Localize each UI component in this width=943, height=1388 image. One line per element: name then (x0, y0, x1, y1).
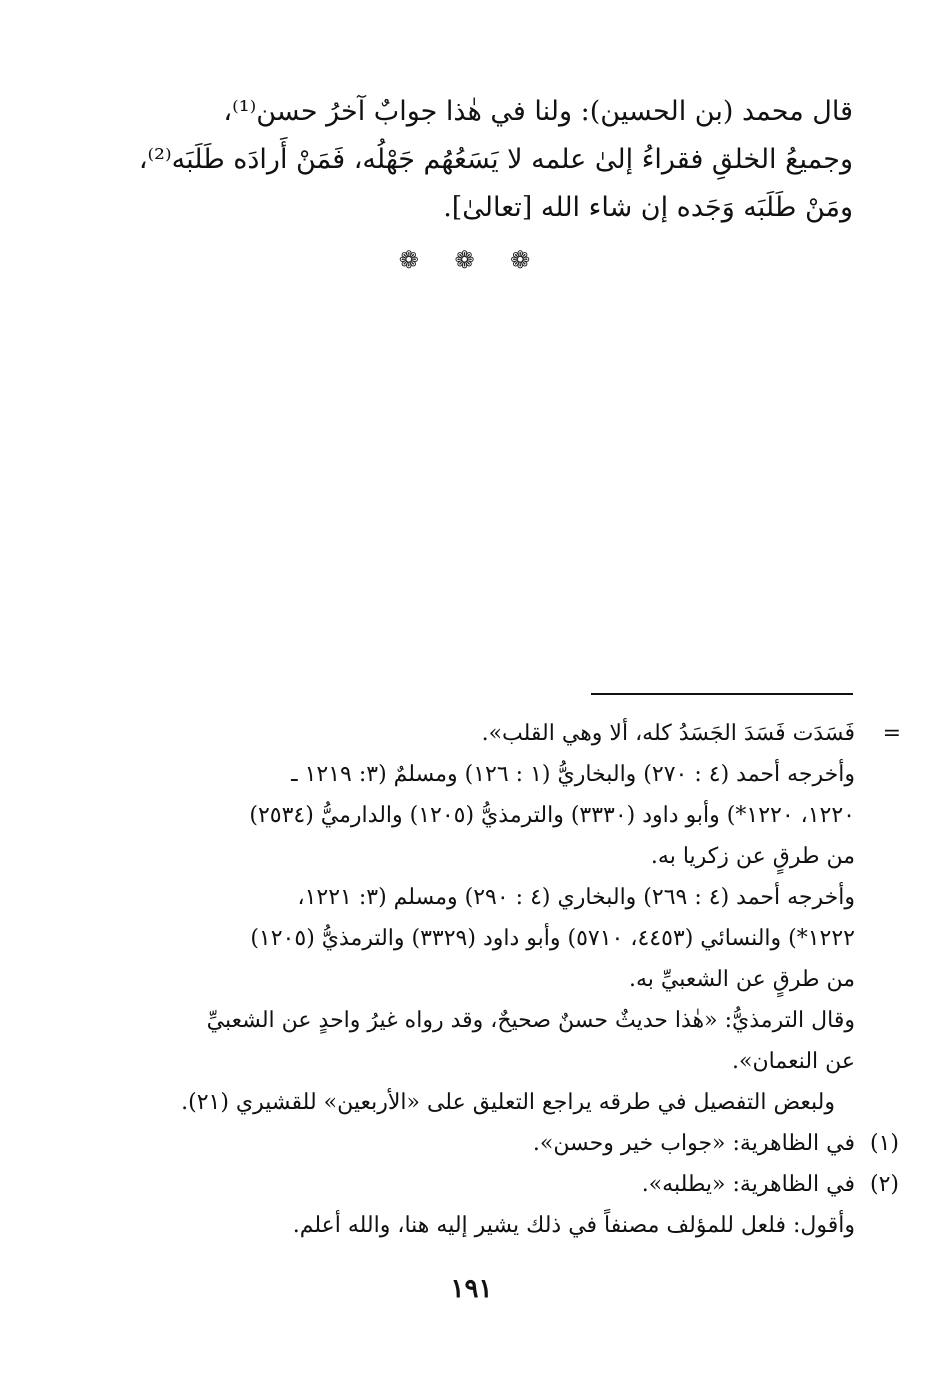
page-number: ١٩١ (450, 1274, 493, 1304)
footnote-text: في الظاهرية: «يطلبه». (641, 1172, 855, 1197)
footnote-line: ١٢٢٢*) والنسائي (٤٤٥٣، ٥٧١٠) وأبو داود (٣٣٢٩) والترمذيُّ (١٢٠٥) (250, 926, 855, 951)
footnote-line: من طرقٍ عن الشعبيِّ به. (628, 967, 855, 992)
footnote-line: وأقول: فلعل للمؤلف مصنفاً في ذلك يشير إليه هنا، والله أعلم. (292, 1213, 855, 1238)
footnotes (115, 713, 901, 1246)
main-text-line: ومَنْ طَلَبَه وَجَده إن شاء الله [تعالىٰ]. (443, 192, 853, 223)
main-text-line: قال محمد (بن الحسين): ولنا في هٰذا جوابٌ آخرُ حسن⁽¹⁾، (223, 96, 853, 127)
footnote-line: وأخرجه أحمد (٤ : ٢٦٩) والبخاري (٤ : ٢٩٠) ومسلم (٣: ١٢٢١، (297, 885, 855, 910)
footnote-1 (115, 1123, 899, 1164)
footnote-line: وقال الترمذيُّ: «هٰذا حديثٌ حسنٌ صحيحٌ، وقد رواه غيرُ واحدٍ عن الشعبيِّ (206, 1008, 855, 1033)
footnote-line: من طرقٍ عن زكريا به. (650, 844, 855, 869)
footnote-line: عن النعمان». (732, 1049, 855, 1074)
footnote-number: (٢) (869, 1172, 899, 1197)
main-text-line: وجميعُ الخلقِ فقراءُ إلىٰ علمه لا يَسَعُهُم جَهْلُه، فَمَنْ أَرادَه طَلَبَه⁽²⁾، (138, 144, 853, 175)
footnote-text: في الظاهرية: «جواب خير وحسن». (532, 1131, 855, 1156)
footnote-number: (١) (869, 1131, 899, 1156)
footnote-line: ولبعض التفصيل في طرقه يراجع التعليق على «الأربعين» للقشيري (٢١). (181, 1090, 835, 1115)
main-text (83, 88, 853, 232)
section-separator-ornament: ❁ ❁ ❁ (398, 246, 545, 274)
footnote-line: وأخرجه أحمد (٤ : ٢٧٠) والبخاريُّ (١ : ١٢٦) ومسلمٌ (٣: ١٢١٩ ـ (291, 762, 855, 787)
footnote-line: ١٢٢٠، ١٢٢٠*) وأبو داود (٣٣٣٠) والترمذيُّ (١٢٠٥) والدارميُّ (٢٥٣٤) (249, 803, 855, 828)
continuation-marker: = (882, 721, 901, 746)
footnote-line: فَسَدَت فَسَدَ الجَسَدُ كله، ألا وهي القلب». (481, 721, 855, 746)
footnote-2 (115, 1164, 899, 1205)
footnote-divider (591, 693, 853, 695)
